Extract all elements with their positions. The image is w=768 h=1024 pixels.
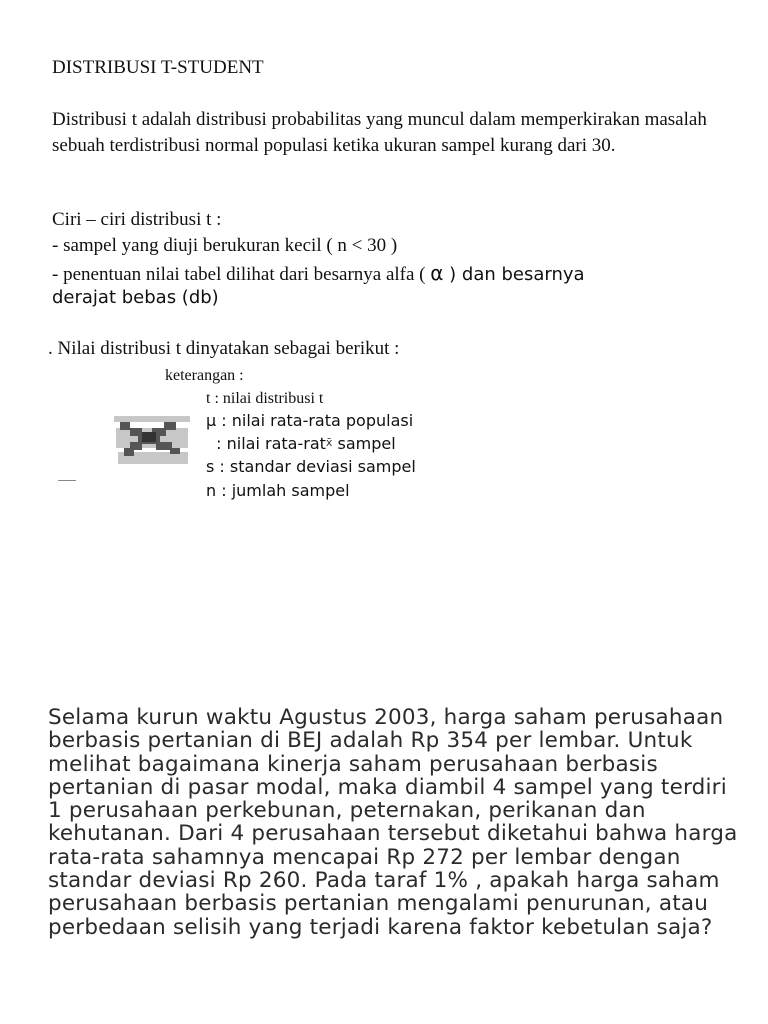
document-title: DISTRIBUSI T-STUDENT (52, 57, 264, 78)
keterangan-n: n : jumlah sampel (206, 481, 350, 500)
keterangan-s: s : standar deviasi sampel (206, 457, 416, 476)
xbar-symbol: x̄ (325, 436, 333, 449)
ciri-heading: Ciri – ciri distribusi t : (52, 209, 222, 230)
keterangan-xbar-suffix: sampel (332, 434, 396, 453)
keterangan-mu: µ : nilai rata-rata populasi (206, 411, 414, 430)
ciri-item-2-tail: ) dan besarnya (443, 264, 585, 285)
formula-image (112, 408, 192, 470)
alpha-symbol: α (430, 261, 444, 285)
ciri-item-2-text: - penentuan nilai tabel dilihat dari besarnya alfa ( (52, 264, 431, 285)
problem-image-text: Selama kurun waktu Agustus 2003, harga saham perusahaan berbasis pertanian di BEJ adalah Rp 354 per lembar. Untuk melihat bagaimana kinerja saham perusahaan berbasis pertanian di pasar modal, maka diambil 4 sampel yang terdiri 1 perusahaan perkebunan, peternakan, perikanan dan kehutanan. Dari 4 perusahaan tersebut diketahui bahwa harga rata-rata sahamnya mencapai Rp 272 per lembar dengan standar deviasi Rp 260. Pada taraf 1% , apakah harga saham perusahaan berbasis pertanian mengalami penurunan, atau perbedaan selisih yang terjadi karena faktor kebetulan saja? (48, 705, 738, 940)
keterangan-t: t : nilai distribusi t (206, 390, 324, 407)
formula-fragment-line (58, 480, 76, 481)
formula-intro: . Nilai distribusi t dinyatakan sebagai berikut : (48, 338, 400, 359)
ciri-item-2-continuation: derajat bebas (db) (52, 287, 219, 308)
keterangan-xbar (206, 434, 396, 453)
intro-paragraph: Distribusi t adalah distribusi probabilitas yang muncul dalam memperkirakan masalah sebuah terdistribusi normal populasi ketika ukuran sampel kurang dari 30. (52, 109, 707, 156)
keterangan-xbar-text: : nilai rata-rat (206, 434, 326, 453)
keterangan-label: keterangan : (165, 367, 244, 384)
ciri-item-2 (52, 261, 585, 286)
ciri-item-1: - sampel yang diuji berukuran kecil ( n < 30 ) (52, 235, 398, 256)
